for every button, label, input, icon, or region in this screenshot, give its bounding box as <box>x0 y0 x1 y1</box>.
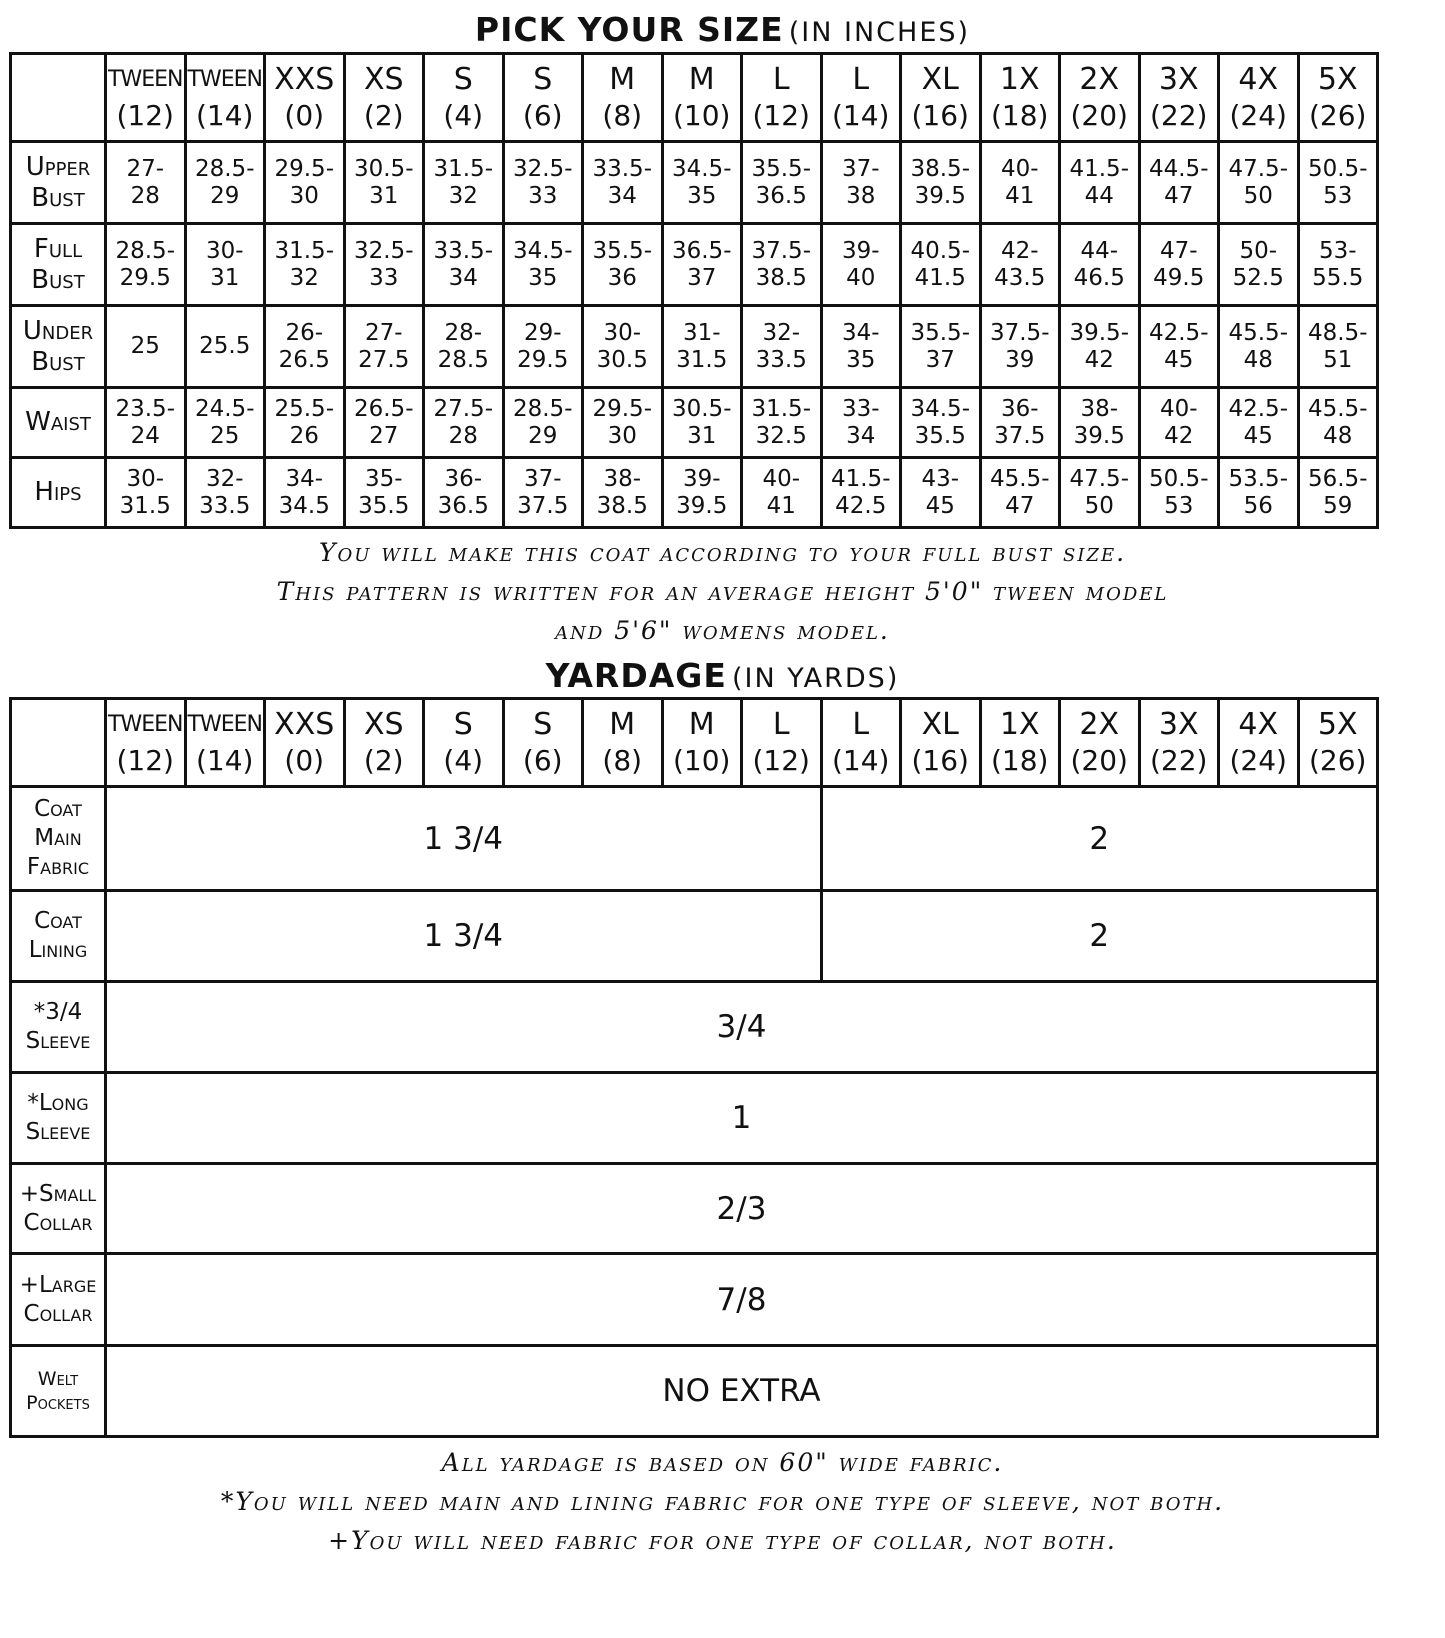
size-number: (6) <box>522 98 563 132</box>
yardage-table-size-header <box>583 699 663 787</box>
yardage-table-size-header <box>980 699 1060 787</box>
measurement-value: 37.5- 38.5 <box>742 224 822 306</box>
size-chart-title-text: PICK YOUR SIZE <box>474 10 784 49</box>
measurement-row <box>11 458 1378 528</box>
measurement-value: 34- 35 <box>821 306 901 388</box>
size-label: L <box>852 61 870 97</box>
yardage-row <box>11 891 1378 982</box>
measurement-value: 32.5- 33 <box>344 224 424 306</box>
measurement-value: 38.5- 39.5 <box>901 142 981 224</box>
size-label: XS <box>363 61 404 97</box>
yardage-table-size-header <box>901 699 981 787</box>
measurement-value: 39- 40 <box>821 224 901 306</box>
note-line: and 5'6" womens model. <box>555 616 890 645</box>
size-label: S <box>533 61 553 97</box>
yardage-value-tween-to-l12: 1 3/4 <box>106 787 822 891</box>
yardage-label-line: Pockets <box>26 1392 90 1414</box>
measurement-row <box>11 224 1378 306</box>
measurement-value: 37- 37.5 <box>503 458 583 528</box>
measurement-value: 34.5- 35.5 <box>901 388 981 458</box>
measurement-value: 28.5- 29 <box>503 388 583 458</box>
measurement-value: 50- 52.5 <box>1219 224 1299 306</box>
size-table <box>9 52 1379 529</box>
measurement-row <box>11 142 1378 224</box>
measurement-value: 33- 34 <box>821 388 901 458</box>
measurement-value: 45.5- 48 <box>1219 306 1299 388</box>
size-label: 1X <box>999 706 1040 742</box>
measurement-label <box>11 388 106 458</box>
measurement-value: 31.5- 32 <box>424 142 504 224</box>
measurement-value: 29- 29.5 <box>503 306 583 388</box>
measurement-value: 33.5- 34 <box>583 142 663 224</box>
measurement-value: 27- 27.5 <box>344 306 424 388</box>
size-table-size-header <box>901 54 981 142</box>
note-line: You will make this coat according to your full bust size. <box>318 538 1127 567</box>
measurement-value: 39- 39.5 <box>662 458 742 528</box>
yardage-value-tween-to-l12: 1 3/4 <box>106 891 822 982</box>
size-label: 5X <box>1317 61 1358 97</box>
measurement-value: 28.5- 29 <box>185 142 265 224</box>
measurement-value: 37.5- 39 <box>980 306 1060 388</box>
size-label: TWEEN <box>108 66 183 92</box>
yardage-label <box>11 787 106 891</box>
size-number: (12) <box>116 743 174 777</box>
size-chart-title <box>0 10 1445 49</box>
yardage-label-line: Lining <box>28 937 88 963</box>
size-number: (14) <box>832 743 890 777</box>
size-label: S <box>453 706 473 742</box>
size-label: 4X <box>1238 61 1279 97</box>
yardage-label <box>11 891 106 982</box>
size-chart-subtitle: (IN INCHES) <box>788 17 971 48</box>
measurement-value: 34- 34.5 <box>265 458 345 528</box>
measurement-value: 36.5- 37 <box>662 224 742 306</box>
size-label: XL <box>921 706 959 742</box>
yardage-table <box>9 697 1379 1438</box>
measurement-label-line: Hips <box>34 477 82 507</box>
measurement-value: 28- 28.5 <box>424 306 504 388</box>
measurement-label-line: Upper <box>25 151 91 182</box>
size-number: (6) <box>522 743 563 777</box>
measurement-label <box>11 142 106 224</box>
yardage-title <box>0 656 1445 695</box>
measurement-label-line: Under <box>22 315 94 346</box>
size-label: M <box>688 61 715 97</box>
yardage-label-line: +Small <box>19 1180 97 1207</box>
yardage-table-size-header <box>1060 699 1140 787</box>
size-number: (12) <box>116 98 174 132</box>
measurement-value: 28.5- 29.5 <box>106 224 186 306</box>
size-label: 3X <box>1158 61 1199 97</box>
measurement-value: 42.5- 45 <box>1219 388 1299 458</box>
yardage-table-size-header <box>1219 699 1299 787</box>
measurement-value: 31.5- 32.5 <box>742 388 822 458</box>
yardage-row <box>11 1073 1378 1164</box>
size-table-size-header <box>503 54 583 142</box>
size-number: (8) <box>602 743 643 777</box>
size-number: (4) <box>443 743 484 777</box>
yardage-value-l14-to-5x: 2 <box>821 787 1378 891</box>
yardage-label-line: +Large <box>19 1271 97 1298</box>
size-label: 2X <box>1079 706 1120 742</box>
measurement-value: 47.5- 50 <box>1060 458 1140 528</box>
size-label: TWEEN <box>108 711 183 737</box>
size-table-size-header <box>821 54 901 142</box>
size-number: (10) <box>673 743 731 777</box>
size-chart-notes <box>0 533 1445 650</box>
size-number: (24) <box>1229 743 1287 777</box>
size-table-size-header <box>106 54 186 142</box>
measurement-value: 40- 42 <box>1139 388 1219 458</box>
yardage-label-line: Coat <box>34 796 82 822</box>
size-label: S <box>533 706 553 742</box>
measurement-value: 29.5- 30 <box>583 388 663 458</box>
measurement-value: 30- 31.5 <box>106 458 186 528</box>
measurement-value: 44- 46.5 <box>1060 224 1140 306</box>
measurement-value: 35- 35.5 <box>344 458 424 528</box>
measurement-row <box>11 306 1378 388</box>
yardage-label-line: Collar <box>23 1300 93 1327</box>
size-number: (0) <box>284 743 325 777</box>
measurement-value: 40- 41 <box>742 458 822 528</box>
size-label: XXS <box>274 706 335 742</box>
yardage-label-line: Sleeve <box>25 1028 91 1054</box>
yardage-table-size-header <box>1298 699 1378 787</box>
size-label: 3X <box>1158 706 1199 742</box>
yardage-label <box>11 1164 106 1254</box>
size-table-size-header <box>1298 54 1378 142</box>
size-label: L <box>772 61 790 97</box>
size-number: (22) <box>1150 98 1208 132</box>
measurement-value: 27- 28 <box>106 142 186 224</box>
measurement-value: 38- 38.5 <box>583 458 663 528</box>
measurement-value: 32- 33.5 <box>742 306 822 388</box>
yardage-label <box>11 1254 106 1346</box>
yardage-value-all-sizes: NO EXTRA <box>106 1346 1378 1437</box>
measurement-value: 30- 30.5 <box>583 306 663 388</box>
note-line: *You will need main and lining fabric for one type of sleeve, not both. <box>220 1487 1225 1516</box>
size-table-size-header <box>742 54 822 142</box>
measurement-value: 25 <box>106 306 186 388</box>
measurement-value: 40- 41 <box>980 142 1060 224</box>
measurement-value: 25.5- 26 <box>265 388 345 458</box>
yardage-table-size-header <box>503 699 583 787</box>
size-number: (18) <box>991 743 1049 777</box>
measurement-value: 25.5 <box>185 306 265 388</box>
measurement-value: 47.5- 50 <box>1219 142 1299 224</box>
size-number: (12) <box>752 98 810 132</box>
yardage-label-line: Main <box>34 825 82 851</box>
yardage-table-size-header <box>185 699 265 787</box>
measurement-value: 38- 39.5 <box>1060 388 1140 458</box>
measurement-value: 43- 45 <box>901 458 981 528</box>
size-number: (16) <box>911 743 969 777</box>
measurement-label <box>11 306 106 388</box>
yardage-table-size-header <box>424 699 504 787</box>
yardage-row <box>11 1346 1378 1437</box>
measurement-value: 32- 33.5 <box>185 458 265 528</box>
yardage-label-line: *3/4 <box>33 999 83 1025</box>
yardage-table-size-header <box>106 699 186 787</box>
measurement-value: 32.5- 33 <box>503 142 583 224</box>
yardage-table-size-header <box>742 699 822 787</box>
yardage-value-all-sizes: 3/4 <box>106 982 1378 1073</box>
size-label: 4X <box>1238 706 1279 742</box>
measurement-value: 34.5- 35 <box>503 224 583 306</box>
measurement-value: 36- 37.5 <box>980 388 1060 458</box>
size-number: (20) <box>1070 98 1128 132</box>
measurement-value: 50.5- 53 <box>1139 458 1219 528</box>
yardage-value-l14-to-5x: 2 <box>821 891 1378 982</box>
size-table-header-row <box>11 54 1378 142</box>
yardage-row <box>11 982 1378 1073</box>
yardage-label <box>11 1346 106 1437</box>
size-number: (26) <box>1309 743 1367 777</box>
measurement-row <box>11 388 1378 458</box>
measurement-value: 56.5- 59 <box>1298 458 1378 528</box>
size-table-size-header <box>424 54 504 142</box>
measurement-value: 26.5- 27 <box>344 388 424 458</box>
measurement-value: 30.5- 31 <box>344 142 424 224</box>
measurement-value: 45.5- 47 <box>980 458 1060 528</box>
size-table-size-header <box>1219 54 1299 142</box>
yardage-title-text: YARDAGE <box>545 656 727 695</box>
size-label: M <box>609 61 636 97</box>
measurement-label-line: Waist <box>25 407 91 437</box>
measurement-value: 30.5- 31 <box>662 388 742 458</box>
yardage-notes <box>0 1443 1445 1560</box>
yardage-row <box>11 1164 1378 1254</box>
size-number: (8) <box>602 98 643 132</box>
measurement-value: 31- 31.5 <box>662 306 742 388</box>
measurement-label-line: Bust <box>31 182 85 213</box>
size-number: (10) <box>673 98 731 132</box>
yardage-label-line: Collar <box>23 1209 93 1236</box>
yardage-table-corner-cell <box>11 699 106 787</box>
yardage-subtitle: (IN YARDS) <box>731 663 900 694</box>
measurement-value: 44.5- 47 <box>1139 142 1219 224</box>
measurement-value: 26- 26.5 <box>265 306 345 388</box>
size-number: (18) <box>991 98 1049 132</box>
yardage-value-all-sizes: 1 <box>106 1073 1378 1164</box>
size-number: (12) <box>752 743 810 777</box>
size-number: (14) <box>196 743 254 777</box>
note-line: This pattern is written for an average height 5'0" tween model <box>276 577 1169 606</box>
measurement-value: 24.5- 25 <box>185 388 265 458</box>
yardage-table-size-header <box>662 699 742 787</box>
size-table-size-header <box>662 54 742 142</box>
size-table-size-header <box>980 54 1060 142</box>
yardage-label-line: Fabric <box>26 854 90 880</box>
yardage-table-size-header <box>344 699 424 787</box>
measurement-value: 35.5- 36.5 <box>742 142 822 224</box>
measurement-value: 47- 49.5 <box>1139 224 1219 306</box>
size-label: S <box>453 61 473 97</box>
note-line: All yardage is based on 60" wide fabric. <box>441 1448 1004 1477</box>
size-table-size-header <box>1060 54 1140 142</box>
yardage-label-line: Sleeve <box>25 1119 91 1145</box>
size-number: (26) <box>1309 98 1367 132</box>
size-number: (2) <box>363 743 404 777</box>
size-table-size-header <box>344 54 424 142</box>
size-number: (14) <box>832 98 890 132</box>
measurement-value: 40.5- 41.5 <box>901 224 981 306</box>
measurement-label <box>11 224 106 306</box>
size-label: L <box>852 706 870 742</box>
yardage-label-line: *Long <box>27 1090 89 1116</box>
size-number: (14) <box>196 98 254 132</box>
measurement-value: 30- 31 <box>185 224 265 306</box>
measurement-value: 41.5- 42.5 <box>821 458 901 528</box>
yardage-label <box>11 982 106 1073</box>
size-table-corner-cell <box>11 54 106 142</box>
yardage-row <box>11 1254 1378 1346</box>
measurement-value: 23.5- 24 <box>106 388 186 458</box>
size-table-size-header <box>1139 54 1219 142</box>
yardage-label-line: Welt <box>37 1368 79 1390</box>
yardage-value-all-sizes: 2/3 <box>106 1164 1378 1254</box>
size-number: (22) <box>1150 743 1208 777</box>
yardage-table-size-header <box>821 699 901 787</box>
measurement-label-line: Bust <box>31 264 85 295</box>
yardage-label-line: Coat <box>34 908 82 934</box>
measurement-label-line: Bust <box>31 346 85 377</box>
yardage-table-size-header <box>1139 699 1219 787</box>
size-table-size-header <box>185 54 265 142</box>
measurement-value: 50.5- 53 <box>1298 142 1378 224</box>
size-number: (4) <box>443 98 484 132</box>
size-table-size-header <box>583 54 663 142</box>
measurement-value: 53.5- 56 <box>1219 458 1299 528</box>
size-label: XXS <box>274 61 335 97</box>
size-number: (2) <box>363 98 404 132</box>
size-label: L <box>772 706 790 742</box>
size-number: (24) <box>1229 98 1287 132</box>
measurement-value: 27.5- 28 <box>424 388 504 458</box>
measurement-label-line: Full <box>33 233 83 264</box>
size-label: TWEEN <box>187 66 262 92</box>
size-label: M <box>688 706 715 742</box>
measurement-value: 53- 55.5 <box>1298 224 1378 306</box>
yardage-row <box>11 787 1378 891</box>
size-label: 2X <box>1079 61 1120 97</box>
measurement-value: 35.5- 36 <box>583 224 663 306</box>
measurement-value: 48.5- 51 <box>1298 306 1378 388</box>
measurement-value: 34.5- 35 <box>662 142 742 224</box>
measurement-value: 29.5- 30 <box>265 142 345 224</box>
yardage-label <box>11 1073 106 1164</box>
measurement-value: 45.5- 48 <box>1298 388 1378 458</box>
yardage-value-all-sizes: 7/8 <box>106 1254 1378 1346</box>
measurement-value: 33.5- 34 <box>424 224 504 306</box>
measurement-value: 42.5- 45 <box>1139 306 1219 388</box>
measurement-value: 35.5- 37 <box>901 306 981 388</box>
measurement-value: 31.5- 32 <box>265 224 345 306</box>
size-number: (20) <box>1070 743 1128 777</box>
measurement-value: 39.5- 42 <box>1060 306 1140 388</box>
measurement-value: 36- 36.5 <box>424 458 504 528</box>
yardage-table-header-row <box>11 699 1378 787</box>
size-label: TWEEN <box>187 711 262 737</box>
measurement-value: 41.5- 44 <box>1060 142 1140 224</box>
size-label: XL <box>921 61 959 97</box>
note-line: +You will need fabric for one type of collar, not both. <box>328 1526 1117 1555</box>
size-label: 5X <box>1317 706 1358 742</box>
size-number: (0) <box>284 98 325 132</box>
measurement-label <box>11 458 106 528</box>
size-label: 1X <box>999 61 1040 97</box>
size-label: XS <box>363 706 404 742</box>
measurement-value: 37- 38 <box>821 142 901 224</box>
yardage-table-size-header <box>265 699 345 787</box>
size-label: M <box>609 706 636 742</box>
size-number: (16) <box>911 98 969 132</box>
measurement-value: 42- 43.5 <box>980 224 1060 306</box>
size-table-size-header <box>265 54 345 142</box>
